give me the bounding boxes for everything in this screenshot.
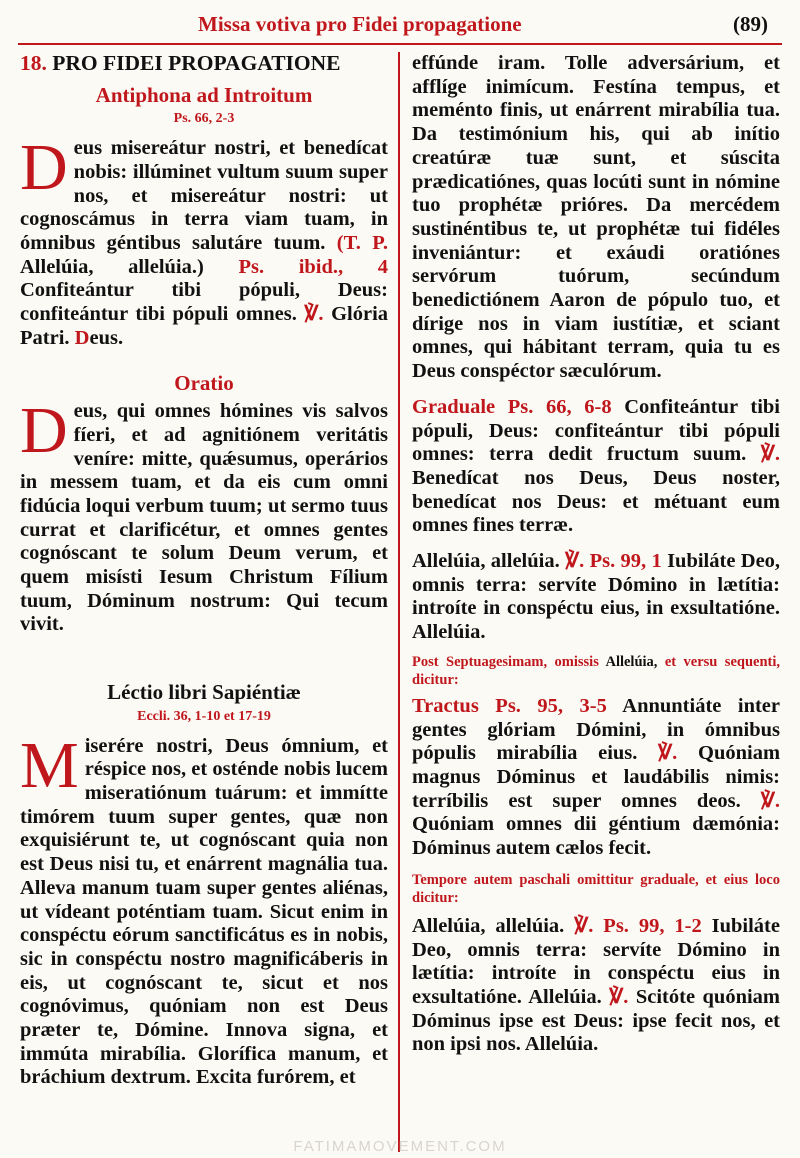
- introit-text: [20, 131, 389, 350]
- introit-deus-initial: D: [74, 326, 90, 349]
- section-title-text: PRO FIDEI PROPAGATIONE: [52, 51, 341, 75]
- introit-deus-rest: eus.: [89, 326, 124, 349]
- rubric1-red-b: et versu sequenti, dicitur:: [412, 653, 780, 688]
- page-number: (89): [733, 12, 768, 36]
- lectio-dropcap: M: [20, 728, 79, 802]
- alleluia2-text-b: Iubiláte Deo, omnis terra: servíte Dómino in lætítia: introíte in conspéctu eius in exsultatióne. Allelúia.: [412, 914, 780, 1008]
- introit-tp: (T. P.: [336, 231, 388, 254]
- watermark: FATIMAMOVEMENT.COM: [293, 1138, 507, 1155]
- graduale-text-b: Benedícat nos Deus, Deus noster, benedícat nos Deus: et métuant eum omnes fines terræ.: [412, 466, 780, 537]
- introit-text-b: Allelúia, allelúia.): [20, 255, 204, 278]
- versicle-symbol: ℣.: [760, 789, 780, 812]
- oratio-text: [20, 394, 388, 637]
- lectio-continued: effúnde iram. Tolle adversárium, et afflíge inimícum. Festína tempus, et meménto finis, ut enárrent mirabília tua. Da testimónium his, qui ab inítio creatúræ tuæ sunt, et súscita prædicatiónes, quas locúti sunt in nómine tuo prophétæ prióres. Da mercédem sustinéntibus te, ut prophétæ tui fidéles inveniántur: et exáudi oratiónes servórum tuórum, secúndum benedictiónem Aaron de pópulo tuo, et dírige nos in viam iustítiæ, et sciant omnes, qui hábitant terram, quia tu es Deus conspéctor sæculórum.: [412, 52, 780, 383]
- introit-gloria: Glória Patri.: [20, 303, 389, 349]
- introit-ref: Ps. 66, 2-3: [173, 111, 235, 127]
- lectio-text: [20, 728, 388, 1091]
- tractus-text-a: Annuntiáte inter gentes glóriam Dómini, in ómnibus pópulis mirabília eius.: [412, 694, 780, 765]
- oratio-dropcap: D: [20, 394, 68, 468]
- alleluia-ref: Ps. 99, 1: [589, 550, 662, 573]
- introit-heading: Antiphona ad Introitum: [95, 82, 313, 107]
- section-number: 18.: [20, 51, 47, 75]
- versicle-symbol: ℣.: [565, 550, 585, 573]
- oratio-heading: Oratio: [174, 371, 234, 396]
- rubric1-black: Allelúia,: [605, 653, 658, 670]
- rubric-paschal: Tempore autem paschali omittitur graduale, et eius loco dicitur:: [412, 871, 780, 906]
- paschal-alleluia: [412, 915, 780, 1057]
- lectio-ref: Eccli. 36, 1-10 et 17-19: [137, 708, 271, 724]
- alleluia2-text-a: Allelúia, allelúia.: [412, 914, 565, 937]
- running-title: Missa votiva pro Fidei propagatione: [198, 12, 522, 36]
- alleluia-verse: [412, 550, 780, 645]
- tractus-label: Tractus Ps. 95, 3-5: [412, 694, 607, 717]
- graduale-text-a: Confiteántur tibi pópuli, Deus: confiteántur tibi pópuli omnes: terra dedit fructum suum.: [412, 395, 781, 466]
- alleluia-text-b: Iubiláte Deo, omnis terra: servíte Dómino in lætítia: introíte in conspéctu eius, in exsultatióne. Allelúia.: [412, 550, 781, 644]
- versicle-symbol: ℣.: [658, 742, 678, 765]
- versicle-symbol: ℣.: [304, 303, 324, 326]
- column-divider: [398, 52, 400, 1152]
- versicle-symbol: ℣.: [609, 985, 629, 1008]
- alleluia2-text-c: Scitóte quóniam Dóminus ipse est Deus: ipse fecit nos, et non ipsi nos. Allelúia.: [412, 985, 780, 1056]
- lectio-body: iserére nostri, Deus ómnium, et réspice nos, et osténde nobis lucem miseratiónum tuárum: et immítte timórem tuum super gentes, quæ non exquisiérunt te, ut cognóscant quia non est Deus nisi tu, et enárrent magnália tua. Alleva manum tuam super gentes aliénas, ut vídeant poténtiam tuam. Sicut enim in conspéctu eórum sanctificátus es in nobis, sic in conspéctu nostro magnificáberis in eis, ut cognóscant te, sicut et nos cognóvimus, quóniam non est Deus præter te, Dómine. Innova signa, et immúta mirabília. Glorífica manum, et bráchium dextrum. Excita furórem, et: [20, 734, 388, 1089]
- versicle-symbol: ℣.: [574, 914, 594, 937]
- tractus-text-c: Quóniam omnes dii géntium dæmónia: Dóminus autem cælos fecit.: [412, 813, 780, 860]
- versicle-symbol: ℣.: [760, 443, 781, 466]
- left-column: [20, 52, 388, 1090]
- right-column: [412, 52, 780, 1057]
- page-header: [0, 0, 800, 44]
- lectio-heading: Léctio libri Sapiéntiæ: [107, 680, 301, 705]
- rubric-septuagesima: [412, 653, 780, 689]
- introit-text-a: eus misereátur nostri, et benedícat nobis: illúminet vultum suum super nos, et misereátur nostri: ut cognoscámus in terra viam tuam, in ómnibus géntibus salutáre tuum.: [20, 137, 388, 254]
- graduale: [412, 396, 780, 538]
- alleluia2-ref: Ps. 99, 1-2: [603, 914, 702, 937]
- tractus-text-b: Quóniam magnus Dóminus et laudábilis nimis: terríbilis est super omnes deos.: [412, 742, 781, 812]
- introit-dropcap: D: [20, 131, 68, 205]
- alleluia-text-a: Allelúia, allelúia.: [412, 550, 560, 573]
- section-title: [20, 52, 388, 76]
- rubric1-red-a: Post Septuagesimam, omissis: [412, 653, 599, 670]
- oratio-body: eus, qui omnes hómines vis salvos fíeri, et ad agnitiónem veritátis veníre: mitte, quǽsumus, operários in messem tuam, et da eis cum omni fidúcia loqui verbum tuum; ut sermo tuus currat et clarificétur, et omnes gentes cognóscant te solum Deum verum, et quem misísti Iesum Christum Fílium tuum, Dóminum nostrum: Qui tecum vivit.: [20, 400, 388, 636]
- tractus: [412, 695, 780, 861]
- introit-text-c: Confiteántur tibi pópuli, Deus: confiteántur tibi pópuli omnes.: [20, 279, 388, 326]
- introit-ps-ref: Ps. ibid., 4: [238, 255, 389, 278]
- graduale-label: Graduale Ps. 66, 6-8: [412, 395, 612, 418]
- header-rule: [18, 43, 782, 45]
